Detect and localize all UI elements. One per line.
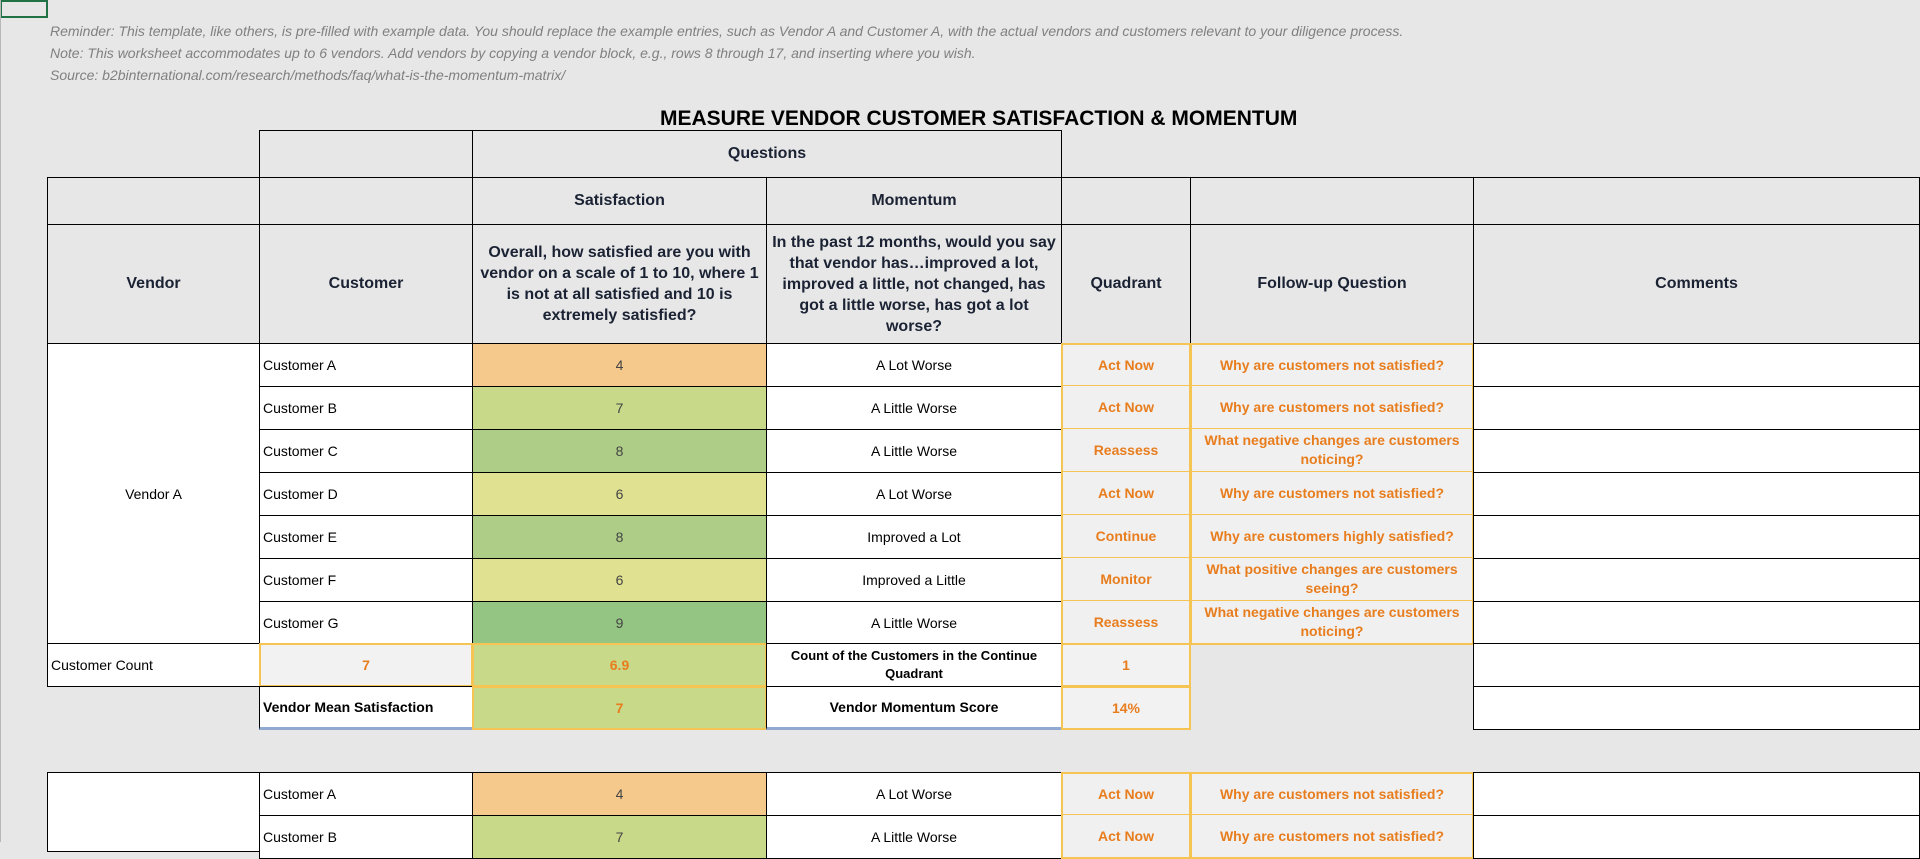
quadrant-cell[interactable]: Act Now bbox=[1061, 772, 1191, 816]
followup-question-cell[interactable]: What negative changes are customers noticing? bbox=[1190, 429, 1474, 473]
momentum-answer-cell[interactable]: A Lot Worse bbox=[766, 343, 1062, 387]
satisfaction-score-cell[interactable]: 4 bbox=[472, 343, 767, 387]
sheet-title: MEASURE VENDOR CUSTOMER SATISFACTION & MOMENTUM bbox=[660, 107, 1298, 130]
followup-question-cell[interactable]: Why are customers not satisfied? bbox=[1190, 343, 1474, 387]
comments-cell[interactable] bbox=[1473, 686, 1920, 730]
followup-question-cell[interactable]: Why are customers not satisfied? bbox=[1190, 386, 1474, 430]
quadrant-column-header[interactable]: Quadrant bbox=[1061, 224, 1191, 344]
questions-header[interactable]: Questions bbox=[472, 130, 1062, 178]
momentum-answer-cell[interactable]: A Lot Worse bbox=[766, 472, 1062, 516]
satisfaction-score-cell[interactable]: 8 bbox=[472, 515, 767, 559]
satisfaction-question[interactable]: Overall, how satisfied are you with vendor on a scale of 1 to 10, where 1 is not at all satisfied and 10 is extremely satisfied? bbox=[472, 224, 767, 344]
average-score-value[interactable]: 6.9 bbox=[472, 643, 767, 687]
momentum-answer-cell[interactable]: A Little Worse bbox=[766, 815, 1062, 859]
momentum-header[interactable]: Momentum bbox=[766, 177, 1062, 225]
selected-cell[interactable] bbox=[0, 0, 48, 18]
reminder-note: Reminder: This template, like others, is pre-filled with example data. You should replace the example entries, such as Vendor A and Customer A, with the actual vendors and customers relevant to your diligence process. bbox=[50, 23, 1404, 39]
followup-question-cell[interactable]: Why are customers highly satisfied? bbox=[1190, 515, 1474, 559]
satisfaction-score-cell[interactable]: 7 bbox=[472, 815, 767, 859]
satisfaction-score-cell[interactable]: 7 bbox=[472, 386, 767, 430]
comments-column-header[interactable]: Comments bbox=[1473, 224, 1920, 344]
satisfaction-score-cell[interactable]: 4 bbox=[472, 772, 767, 816]
continue-count-value[interactable]: 1 bbox=[1061, 643, 1191, 687]
quadrant-cell[interactable]: Reassess bbox=[1061, 429, 1191, 473]
satisfaction-header[interactable]: Satisfaction bbox=[472, 177, 767, 225]
vendor-name-cell[interactable] bbox=[47, 772, 260, 852]
momentum-answer-cell[interactable]: A Lot Worse bbox=[766, 772, 1062, 816]
quadrant-cell[interactable]: Continue bbox=[1061, 515, 1191, 559]
quadrant-cell[interactable]: Act Now bbox=[1061, 386, 1191, 430]
momentum-answer-cell[interactable]: A Little Worse bbox=[766, 429, 1062, 473]
satisfaction-score-cell[interactable]: 9 bbox=[472, 601, 767, 645]
vendor-column-header[interactable]: Vendor bbox=[47, 224, 260, 344]
quadrant-cell[interactable]: Monitor bbox=[1061, 558, 1191, 602]
momentum-score-value[interactable]: 14% bbox=[1061, 686, 1191, 730]
comments-cell[interactable] bbox=[1473, 558, 1920, 602]
followup-question-cell[interactable]: Why are customers not satisfied? bbox=[1190, 815, 1474, 859]
followup-column-header[interactable]: Follow-up Question bbox=[1190, 224, 1474, 344]
quadrant-cell[interactable]: Act Now bbox=[1061, 472, 1191, 516]
momentum-answer-cell[interactable]: A Little Worse bbox=[766, 601, 1062, 645]
quadrant-cell[interactable]: Reassess bbox=[1061, 601, 1191, 645]
customer-cell[interactable]: Customer F bbox=[259, 558, 473, 602]
comments-cell[interactable] bbox=[1473, 643, 1920, 687]
followup-question-cell[interactable]: Why are customers not satisfied? bbox=[1190, 772, 1474, 816]
header-empty-cell[interactable] bbox=[1190, 177, 1474, 225]
momentum-answer-cell[interactable]: Improved a Lot bbox=[766, 515, 1062, 559]
row-header-edge bbox=[0, 0, 1, 842]
followup-question-cell[interactable]: What negative changes are customers noticing? bbox=[1190, 601, 1474, 645]
mean-satisfaction-label[interactable]: Vendor Mean Satisfaction bbox=[259, 686, 473, 730]
comments-cell[interactable] bbox=[1473, 472, 1920, 516]
comments-cell[interactable] bbox=[1473, 601, 1920, 645]
satisfaction-score-cell[interactable]: 6 bbox=[472, 472, 767, 516]
momentum-answer-cell[interactable]: Improved a Little bbox=[766, 558, 1062, 602]
customer-cell[interactable]: Customer E bbox=[259, 515, 473, 559]
customer-cell[interactable]: Customer B bbox=[259, 386, 473, 430]
mean-satisfaction-value[interactable]: 7 bbox=[472, 686, 767, 730]
header-empty-cell[interactable] bbox=[1473, 177, 1920, 225]
customer-column-header[interactable]: Customer bbox=[259, 224, 473, 344]
source-note: Source: b2binternational.com/research/methods/faq/what-is-the-momentum-matrix/ bbox=[50, 67, 566, 83]
followup-question-cell[interactable]: Why are customers not satisfied? bbox=[1190, 472, 1474, 516]
customer-count-label[interactable]: Customer Count bbox=[47, 643, 260, 687]
comments-cell[interactable] bbox=[1473, 515, 1920, 559]
momentum-answer-cell[interactable]: A Little Worse bbox=[766, 386, 1062, 430]
momentum-question[interactable]: In the past 12 months, would you say that vendor has…improved a lot, improved a little, not changed, has got a little worse, has got a lot worse? bbox=[766, 224, 1062, 344]
satisfaction-score-cell[interactable]: 8 bbox=[472, 429, 767, 473]
comments-cell[interactable] bbox=[1473, 815, 1920, 859]
comments-cell[interactable] bbox=[1473, 429, 1920, 473]
quadrant-cell[interactable]: Act Now bbox=[1061, 815, 1191, 859]
comments-cell[interactable] bbox=[1473, 343, 1920, 387]
momentum-score-label[interactable]: Vendor Momentum Score bbox=[766, 686, 1062, 730]
quadrant-cell[interactable]: Act Now bbox=[1061, 343, 1191, 387]
continue-count-label[interactable]: Count of the Customers in the Continue Quadrant bbox=[766, 643, 1062, 687]
customer-cell[interactable]: Customer D bbox=[259, 472, 473, 516]
customer-cell[interactable]: Customer A bbox=[259, 343, 473, 387]
header-empty-cell[interactable] bbox=[259, 130, 473, 178]
comments-cell[interactable] bbox=[1473, 772, 1920, 816]
customer-cell[interactable]: Customer C bbox=[259, 429, 473, 473]
followup-question-cell[interactable]: What positive changes are customers seeing? bbox=[1190, 558, 1474, 602]
customer-cell[interactable]: Customer B bbox=[259, 815, 473, 859]
comments-cell[interactable] bbox=[1473, 386, 1920, 430]
customer-cell[interactable]: Customer G bbox=[259, 601, 473, 645]
header-empty-cell[interactable] bbox=[47, 177, 260, 225]
satisfaction-score-cell[interactable]: 6 bbox=[472, 558, 767, 602]
vendor-capacity-note: Note: This worksheet accommodates up to 6 vendors. Add vendors by copying a vendor block, e.g., rows 8 through 17, and inserting where you wish. bbox=[50, 45, 976, 61]
header-empty-cell[interactable] bbox=[259, 177, 473, 225]
header-empty-cell[interactable] bbox=[1061, 177, 1191, 225]
customer-count-value[interactable]: 7 bbox=[259, 643, 473, 687]
vendor-name-cell[interactable]: Vendor A bbox=[47, 343, 260, 644]
customer-cell[interactable]: Customer A bbox=[259, 772, 473, 816]
